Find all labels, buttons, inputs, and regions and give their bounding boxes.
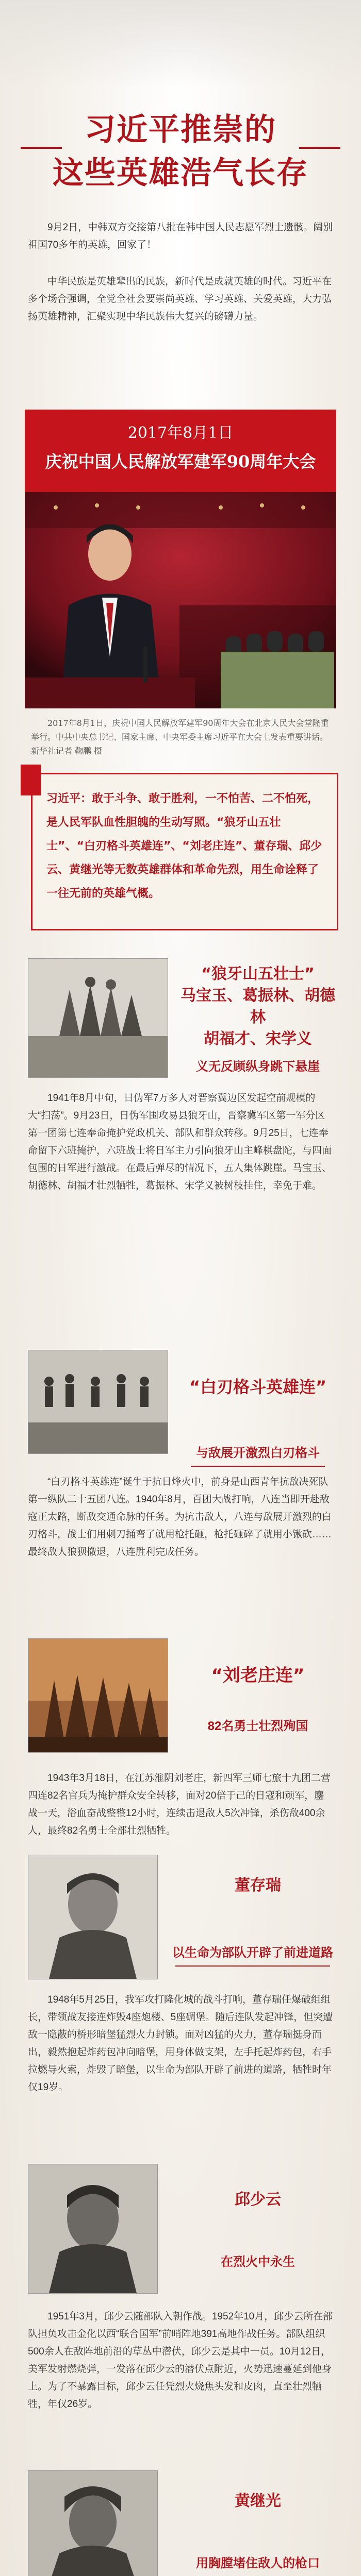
portrait-photo-icon <box>28 2164 157 2293</box>
hero-text-qiushaoyun: 1951年3月，邱少云随部队入朝作战。1952年10月，邱少云所在部队担负攻击金化以西“联合国军”前哨阵地391高地作战任务。部队组织500余人在敌阵地前沿的草丛中潜伏，邱少云是其中一员。10月12日，美军发射燃烧弹，一发落在邱少云的潜伏点附近，火势迅速蔓延到他身上。为了不暴露目标，邱少云任凭烈火烧焦头发和皮肉，直至壮烈牺牲，年仅26岁。 <box>28 2311 333 2410</box>
page-title <box>0 108 361 195</box>
hero-text-dongcunrui: 1948年5月25日，我军攻打隆化城的战斗打响，董存瑞任爆破组组长，带领战友接连炸毁4座炮楼、5座碉堡。随后连队发起冲锋，但突遭敌一隐蔽的桥形暗堡猛烈火力封锁。面对凶猛的火力，董存瑞挺身而出，毅然抱起炸药包冲向暗堡，用身体做支架，左手托起炸药包，右手拉燃导火索，炸毁了暗堡，以生命为部队开辟了前进的道路，牺牲时年仅19岁。 <box>28 1994 333 2093</box>
event-banner <box>25 410 336 492</box>
hero-name-line: “刘老庄连” <box>211 1665 305 1686</box>
banner-title: 庆祝中国人民解放军建军90周年大会 <box>45 452 316 471</box>
hero-subtitle-qiushaoyun: 在烈火中永生 <box>221 2255 295 2269</box>
hero-name-huangjiguang <box>175 2491 340 2512</box>
hero-subtitle-bairen: 与敌展开激烈白刃格斗 <box>196 1446 320 1460</box>
hero-photo-qiushaoyun <box>28 2164 158 2294</box>
soldiers-photo-icon <box>28 1350 168 1453</box>
title-line-1: 习近平推崇的 <box>85 112 276 148</box>
hero-name-dongcunrui <box>175 1875 340 1896</box>
hero-name-line: “狼牙山五壮士” <box>201 965 315 983</box>
main-photo <box>25 492 336 708</box>
hero-text-bairen: “白刃格斗英雄连”诞生于抗日烽火中，前身是山西青年抗敌决死队第一纵队二十五团八连。1940年8月，百团大战打响，八连当即开赴敌寇正太路，断敌交通命脉的任务。为抗击敌人，八连与敌展开激烈的白刃格斗，战士们用刺刀捅弯了就用枪托砸，枪托砸碎了就用小锹砍……最终敌人狼狈撤退，八连胜利完成任务。 <box>28 1477 332 1557</box>
speech-photo-illustration <box>25 492 336 708</box>
hero-underline <box>191 1466 325 1467</box>
hero-subtitle-dongcunrui: 以生命为部队开辟了前进道路 <box>172 1946 333 1960</box>
hero-name-qiushaoyun <box>175 2190 340 2210</box>
hero-subtitle-huangjiguang: 用胸膛堵住敌人的枪口 <box>196 2556 320 2570</box>
hero-name-line: 董存瑞 <box>235 1876 281 1894</box>
intro-paragraph-2: 中华民族是英雄辈出的民族，新时代是成就英雄的时代。习近平在多个场合强调，全党全社会要崇尚英雄、学习英雄、关爱英雄，大力弘扬英雄精神，汇聚实现中华民族伟大复兴的磅礴力量。 <box>28 276 332 322</box>
hero-name-line: 胡福才、宋学义 <box>204 1030 312 1048</box>
hero-name-langyashan <box>175 963 340 1050</box>
ink-wash-background <box>0 0 361 88</box>
banner-date: 2017年8月1日 <box>127 424 234 442</box>
hero-name-liulaozhuang <box>175 1664 340 1687</box>
hero-subtitle-langyashan: 义无反顾纵身跳下悬崖 <box>196 1060 320 1074</box>
hero-photo-liulaozhuang <box>28 1638 168 1753</box>
quote-marker-icon <box>21 765 41 795</box>
intro-paragraph-1: 9月2日，中韩双方交接第八批在韩中国人民志愿军烈士遗骸。阔别祖国70多年的英雄，回家了！ <box>28 222 333 250</box>
hero-photo-dongcunrui <box>28 1855 158 1979</box>
hero-subtitle-liulaozhuang: 82名勇士壮烈殉国 <box>207 1719 308 1733</box>
portrait-photo-icon <box>28 1855 157 1979</box>
hero-photo-bairen <box>28 1350 168 1454</box>
hero-name-line: 邱少云 <box>235 2191 281 2209</box>
sculpture-photo-icon <box>28 959 168 1077</box>
hero-name-line: “白刃格斗英雄连” <box>189 1377 327 1397</box>
quote-text: 习近平：敢于斗争、敢于胜利，一不怕苦、二不怕死，是人民军队血性胆魄的生动写照。“狼牙山五壮士”、“白刃格斗英雄连”、“刘老庄连”、董存瑞、邱少云、黄继光等无数英雄群体和革命先烈，用生命诠释了一往无前的英雄气概。 <box>46 792 322 900</box>
hero-photo-huangjiguang <box>28 2470 158 2576</box>
hero-text-langyashan: 1941年8月中旬，日伪军7万多人对晋察冀边区发起空前规模的大“扫荡”。9月23日，日伪军围攻易县狼牙山，晋察冀军区第一军分区第一团第七连奉命掩护党政机关、部队和群众转移。9月25日，七连奉命留下六班掩护，六班战士将日军主力引向狼牙山主峰棋盘陀，与四面包围的日军进行激战。在最后弹尽的情况下，五人集体跳崖。马宝玉、胡德林、胡福才壮烈牺牲，葛振林、宋学义被树枝挂住，幸免于难。 <box>28 1093 332 1191</box>
portrait-photo-icon <box>28 2471 157 2576</box>
hero-underline <box>175 1965 330 1967</box>
hero-name-line: 黄继光 <box>235 2492 281 2510</box>
monument-photo-icon <box>28 1639 168 1752</box>
photo-caption: 2017年8月1日，庆祝中国人民解放军建军90周年大会在北京人民大会堂隆重举行。中共中央总书记、国家主席、中央军委主席习近平在大会上发表重要讲话。新华社记者 鞠鹏 摄 <box>31 718 329 756</box>
title-line-2: 这些英雄浩气长存 <box>53 155 308 191</box>
quote-box <box>21 773 340 933</box>
hero-name-line: 马宝玉、葛振林、胡德林 <box>180 987 335 1026</box>
hero-text-liulaozhuang: 1943年3月18日，在江苏淮阴刘老庄，新四军三师七旅十九团二营四连82名官兵为掩护群众安全转移，面对20倍于己的日寇和顽军，鏖战一天，浴血奋战整整12小时，连续击退敌人5次冲锋，杀伤敌400余人，最终82名勇士全部壮烈牺牲。 <box>28 1773 331 1836</box>
hero-photo-langyashan <box>28 958 168 1078</box>
hero-name-bairen <box>175 1376 340 1398</box>
